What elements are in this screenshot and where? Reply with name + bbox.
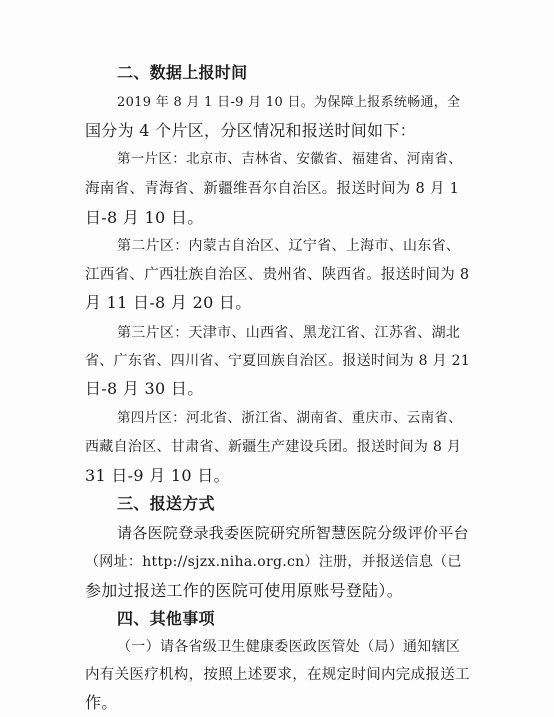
- zone-4-line-3: 31 日-9 月 10 日。: [85, 465, 230, 485]
- section-4-line-2: 内有关医疗机构，按照上述要求，在规定时间内完成报送工: [85, 667, 470, 684]
- zone-3-line-1: 第三片区：天津市、山西省、黑龙江省、江苏省、湖北: [117, 324, 461, 341]
- zone-1-line-1: 第一片区：北京市、吉林省、安徽省、福建省、河南省、: [117, 151, 462, 168]
- zone-3-line-2: 省、广东省、四川省、宁夏回族自治区。报送时间为 8 月 21: [85, 352, 471, 369]
- zone-1-line-3: 日-8 月 10 日。: [85, 207, 204, 227]
- zone-4-line-1: 第四片区：河北省、浙江省、湖南省、重庆市、云南省、: [117, 410, 462, 427]
- zone-2-line-1: 第二片区：内蒙古自治区、辽宁省、上海市、山东省、: [117, 237, 461, 254]
- zone-2-line-2: 江西省、广西壮族自治区、贵州省、陕西省。报送时间为 8: [85, 267, 470, 284]
- section-3-line-3: 参加过报送工作的医院可使用原账号登陆）。: [85, 580, 404, 600]
- zone-1-line-2: 海南省、青海省、新疆维吾尔自治区。报送时间为 8 月 1: [85, 180, 460, 197]
- section-3-line-1: 请各医院登录我委医院研究所智慧医院分级评价平台: [117, 524, 469, 543]
- section-4-line-1: （一）请各省级卫生健康委医政医管处（局）通知辖区: [117, 639, 461, 656]
- section-2-heading: 二、数据上报时间: [117, 63, 248, 82]
- zone-4-line-2: 西藏自治区、甘肃省、新疆生产建设兵团。报送时间为 8 月: [85, 438, 462, 455]
- section-3-heading: 三、报送方式: [117, 494, 215, 514]
- zone-3-line-3: 日-8 月 30 日。: [85, 379, 204, 399]
- section-2-intro-line-2: 国分为 4 个片区，分区情况和报送时间如下：: [85, 120, 416, 140]
- section-4-line-3: 作。: [85, 693, 118, 712]
- section-3-line-2: （网址：http://sjzx.niha.org.cn）注册，并报送信息（已: [85, 553, 462, 570]
- zone-2-line-3: 月 11 日-8 月 20 日。: [85, 293, 252, 313]
- section-4-heading: 四、其他事项: [117, 608, 215, 628]
- section-2-intro-line-1: 2019 年 8 月 1 日-9 月 10 日。为保障上报系统畅通，全: [117, 94, 461, 110]
